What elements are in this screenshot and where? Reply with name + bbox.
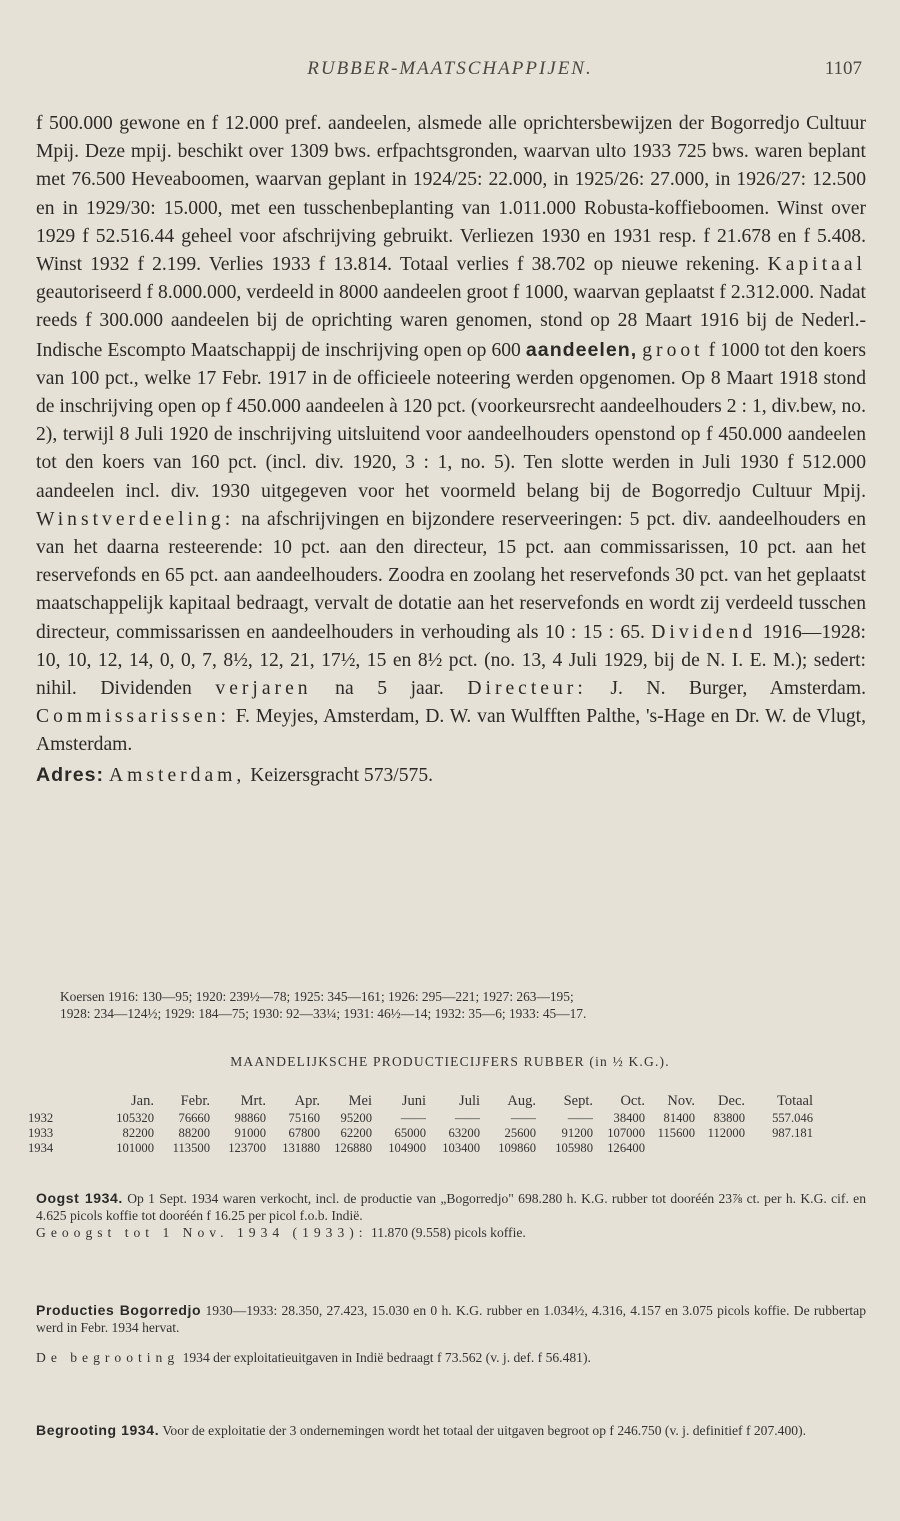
table-row — [28, 1111, 813, 1126]
text-run: f 500.000 gewone en f 12.000 pref. aandeelen, alsmede alle oprichtersbewijzen der Bogorredjo Cultuur Mpij. Deze mpij. beschikt over 1309 bws. erfpachtsgronden, waarvan ulto 1933 725 bws. waren beplant met 76.500 Heveaboomen, waarvan geplant in 1924/25: 22.000, in 1925/26: 27.000, in 1926/27: 12.500 en in 1929/30: 15.000, met een tusschenbeplanting van 1.011.000 Robusta-koffieboomen. Winst over 1929 f 52.516.44 geheel voor afschrijving gebruikt. Verliezen 1930 en 1931 resp. f 21.678 en f 5.408. Winst 1932 f 2.199. Verlies 1933 f 13.814. Totaal verlies f 38.702 op nieuwe rekening. — [36, 113, 866, 276]
main-paragraph — [36, 110, 866, 760]
table-cell — [645, 1141, 695, 1156]
table-cell: —— — [454, 1111, 480, 1125]
table-cell: 104900 — [388, 1141, 426, 1155]
table-cell: 91000 — [234, 1126, 266, 1140]
begrooting-1934-block — [36, 1422, 866, 1439]
column-header: Dec. — [718, 1093, 745, 1109]
table-cell: 987.181 — [772, 1126, 813, 1140]
geoogst-text: 11.870 (9.558) picols koffie. — [371, 1225, 526, 1240]
table-cell: 105320 — [116, 1111, 154, 1125]
text-run: na 5 jaar. — [335, 678, 444, 700]
table-row — [28, 1141, 813, 1156]
column-header: Juni — [401, 1093, 426, 1109]
commissarissen-label: Commissarissen: — [36, 706, 230, 728]
column-header: Jan. — [131, 1093, 154, 1109]
begrooting-text: 1934 der exploitatieuitgaven in Indië bedraagt f 73.562 (v. j. def. f 56.481). — [182, 1350, 591, 1365]
table-cell: 81400 — [663, 1111, 695, 1125]
geoogst-paragraph — [36, 1224, 866, 1241]
adres-street: Keizersgracht 573/575. — [250, 764, 434, 786]
table-cell: 123700 — [228, 1141, 266, 1155]
table-cell: 101000 — [116, 1141, 154, 1155]
oogst-label: Oogst 1934. — [36, 1190, 123, 1206]
table-cell: 109860 — [498, 1141, 536, 1155]
table-cell: —— — [400, 1111, 426, 1125]
producties-block — [36, 1302, 866, 1366]
oogst-block — [36, 1190, 866, 1241]
table-cell: 67800 — [288, 1126, 320, 1140]
begrooting-1934-paragraph — [36, 1422, 866, 1439]
text-run: f 1000 tot den koers van 100 pct., welke 17 Febr. 1917 in de officieele noteering werden opgenomen. Op 8 Maart 1918 stond de inschrijving open op f 450.000 aandeelen à 120 pct. (voorkeursrecht aandeelhouders 2 : 1, div.bew, no. 2), terwijl 8 Juli 1920 de inschrijving uitsluitend voor aandeelhouders openstond op f 450.000 aandeelen tot den koers van 160 pct. (incl. div. 1920, 3 : 1, no. 5). Ten slotte werden in Juli 1930 f 512.000 aandeelen incl. div. 1930 uitgegeven voor het voormeld belang bij de Bogorredjo Cultuur Mpij. — [36, 339, 867, 502]
production-table — [28, 1092, 813, 1156]
page-number: 1107 — [824, 58, 862, 79]
table-cell: 126400 — [607, 1141, 645, 1155]
table-cell: 112000 — [707, 1126, 745, 1140]
table-cell: 83800 — [713, 1111, 745, 1125]
column-header: Sept. — [563, 1093, 593, 1109]
text-run: na afschrijvingen en bijzondere reserveeringen: 5 pct. div. aandeelhouders en van het daarna resteerende: 10 pct. aan den directeur, 15 pct. aan commissarissen, 10 pct. aan het reservefonds en 65 pct. aan aandeelhouders. Zoodra en zoolang het reservefonds 30 pct. van het geplaatst maatschappelijk kapitaal bedraagt, vervalt de dotatie aan het reservefonds en wordt zij verdeeld tusschen directeur, commissarissen en aandeelhouders in verhouding als 10 : 15 : 65. — [36, 508, 866, 643]
adres-city: Amsterdam, — [108, 764, 246, 786]
table-cell: 76660 — [178, 1111, 210, 1125]
producties-text: 1930—1933: 28.350, 27.423, 15.030 en 0 h. K.G. rubber en 1.034½, 4.316, 4.157 en 3.075 picols koffie. De rubbertap werd in Febr. 1934 hervat. — [36, 1303, 866, 1335]
table-cell: 115600 — [657, 1126, 695, 1140]
production-header-row — [28, 1092, 813, 1111]
table-cell: —— — [510, 1111, 536, 1125]
begrooting-label: De begrooting — [36, 1350, 180, 1365]
column-header: Apr. — [294, 1093, 320, 1109]
table-cell: 105980 — [555, 1141, 593, 1155]
page-header — [36, 58, 864, 88]
production-table-title: MAANDELIJKSCHE PRODUCTIECIJFERS RUBBER (in ½ K.G.). — [230, 1054, 670, 1069]
table-cell: —— — [567, 1111, 593, 1125]
table-cell: 107000 — [607, 1126, 645, 1140]
table-cell: 1932 — [28, 1111, 54, 1125]
table-cell: 82200 — [122, 1126, 154, 1140]
text-run: geautoriseerd f 8.000.000, verdeeld in 8000 aandeelen groot f 1000, waarvan geplaatst f 2.312.000. Nadat reeds f 300.000 aandeelen bij de oprichting waren genomen, stond op 28 Maart 1916 bij de Nederl.-Indische Escompto Maatschappij de inschrijving open op 600 — [36, 282, 866, 361]
column-header — [28, 1092, 84, 1111]
koersen-block — [60, 988, 866, 1022]
table-cell: 131880 — [282, 1141, 320, 1155]
winstverdeeling-label: Winstverdeeling: — [36, 508, 235, 530]
table-cell: 63200 — [448, 1126, 480, 1140]
oogst-text: Op 1 Sept. 1934 waren verkocht, incl. de productie van „Bogorredjo" 698.280 h. K.G. rubber tot dooréén 23⅞ ct. per h. K.G. cif. en 4.625 picols koffie tot dooréén f 16.25 per picol f.o.b. Indië. — [36, 1191, 866, 1223]
column-header: Febr. — [180, 1093, 210, 1109]
table-cell: 98860 — [234, 1111, 266, 1125]
table-cell — [745, 1141, 813, 1156]
table-cell: 557.046 — [772, 1111, 813, 1125]
table-row — [28, 1126, 813, 1141]
column-header: Mei — [348, 1093, 372, 1109]
company-description — [36, 110, 866, 791]
table-cell: 65000 — [394, 1126, 426, 1140]
table-cell: 103400 — [442, 1141, 480, 1155]
column-header: Totaal — [776, 1093, 813, 1109]
koersen-line-1: Koersen 1916: 130—95; 1920: 239½—78; 1925: 345—161; 1926: 295—221; 1927: 263—195; — [60, 989, 574, 1004]
running-title: RUBBER-MAATSCHAPPIJEN. — [307, 58, 593, 79]
directeur-label: Directeur: — [467, 678, 587, 700]
address-line — [36, 760, 866, 791]
koersen-line-2: 1928: 234—124½; 1929: 184—75; 1930: 92—33¼; 1931: 46½—14; 1932: 35—6; 1933: 45—17. — [60, 1006, 587, 1021]
column-header: Mrt. — [240, 1093, 266, 1109]
column-header: Juli — [459, 1093, 480, 1109]
text-run: 1916—1928: 10, 10, 12, 14, 0, 0, 7, 8½, 12, 21, 17½, 15 en 8½ pct. (no. 13, 4 Juli 1929, bij de N. I. E. M.); sedert: nihil. Dividenden — [36, 621, 866, 700]
column-header: Aug. — [507, 1093, 536, 1109]
table-cell: 75160 — [288, 1111, 320, 1125]
groot-label: groot — [642, 339, 704, 361]
aandeelen-label: aandeelen, — [525, 338, 638, 361]
table-cell — [695, 1141, 745, 1156]
table-cell: 38400 — [613, 1111, 645, 1125]
table-cell: 113500 — [172, 1141, 210, 1155]
begrooting-1934-label: Begrooting 1934. — [36, 1422, 160, 1438]
oogst-paragraph — [36, 1190, 866, 1224]
begrooting-paragraph — [36, 1349, 866, 1366]
text-run: J. N. Burger, Amsterdam. — [610, 678, 867, 700]
table-cell: 25600 — [504, 1126, 536, 1140]
text-run: F. Meyjes, Amsterdam, D. W. van Wulfften Palthe, 's-Hage en Dr. W. de Vlugt, Amsterdam. — [36, 706, 866, 756]
table-cell: 91200 — [561, 1126, 593, 1140]
dividend-label: Dividend — [651, 621, 757, 643]
producties-paragraph — [36, 1302, 866, 1336]
table-cell: 95200 — [340, 1111, 372, 1125]
column-header: Nov. — [667, 1093, 695, 1109]
table-cell: 88200 — [178, 1126, 210, 1140]
begrooting-1934-text: Voor de exploitatie der 3 ondernemingen wordt het totaal der uitgaven begroot op f 246.750 (v. j. definitief f 207.400). — [162, 1423, 806, 1438]
verjaren-label: verjaren — [215, 678, 312, 700]
column-header: Oct. — [620, 1093, 645, 1109]
adres-label: Adres: — [36, 763, 105, 786]
table-cell: 62200 — [340, 1126, 372, 1140]
table-cell: 126880 — [334, 1141, 372, 1155]
producties-label: Producties Bogorredjo — [36, 1302, 202, 1318]
table-cell: 1933 — [28, 1126, 54, 1140]
table-cell: 1934 — [28, 1141, 54, 1155]
geoogst-label: Geoogst tot 1 Nov. 1934 (1933): — [36, 1225, 368, 1240]
kapitaal-label: Kapitaal — [767, 254, 866, 276]
